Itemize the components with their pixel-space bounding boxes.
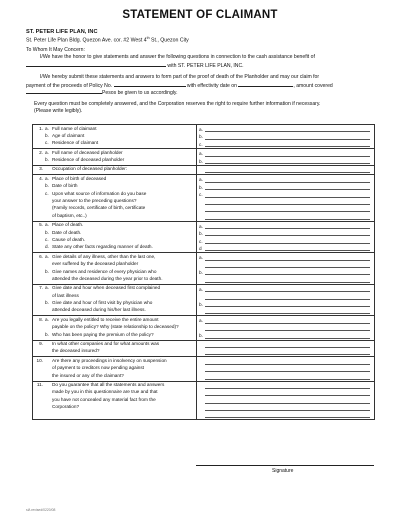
answer-line[interactable] — [197, 316, 374, 323]
question-line — [35, 140, 194, 147]
question-number: 6. — [39, 253, 43, 259]
answer-underline — [205, 255, 370, 261]
question-line — [35, 348, 194, 355]
question-line — [35, 307, 194, 314]
answer-cell[interactable] — [197, 149, 375, 166]
answer-letter: b. — [199, 134, 203, 140]
intro-paragraph-2-line-3: Pesos be given to us accordingly. — [26, 88, 178, 96]
answer-line[interactable] — [197, 236, 374, 243]
question-text: Corporation? — [52, 404, 80, 410]
answer-underline — [205, 269, 370, 275]
answer-letter: a. — [199, 255, 203, 261]
question-line — [35, 213, 194, 220]
question-cell — [33, 284, 197, 316]
question-line — [35, 237, 194, 244]
answer-line[interactable] — [197, 324, 374, 331]
answer-line[interactable] — [197, 140, 374, 147]
question-text: Cause of death. — [52, 236, 86, 242]
question-number: 5. — [39, 222, 43, 228]
question-line — [35, 133, 194, 140]
question-row — [33, 253, 375, 285]
answer-letter: a. — [199, 151, 203, 157]
answer-underline — [205, 262, 370, 268]
question-text: Date of death. — [52, 229, 82, 235]
question-text: Full name of deceased planholder — [52, 149, 123, 155]
question-text: Full name of claimant — [52, 125, 97, 131]
question-text: the insured or any of the claimant? — [52, 372, 124, 378]
question-letter: b. — [45, 331, 49, 337]
answer-letter: a. — [199, 318, 203, 324]
question-text: In what other companies and for what amounts was — [52, 341, 160, 347]
answer-underline — [205, 390, 370, 396]
question-text: Are there any proceedings in insolvency on suspension — [52, 357, 167, 363]
question-row — [33, 149, 375, 166]
question-letter: c. — [45, 190, 49, 196]
form-code: sl/i-revised/0220/08 — [26, 508, 56, 512]
answer-underline — [205, 199, 370, 205]
question-line — [35, 205, 194, 212]
question-letter: b. — [45, 157, 49, 163]
question-letter: c. — [45, 140, 49, 146]
question-letter: b. — [45, 300, 49, 306]
answer-line[interactable] — [197, 372, 374, 379]
answer-cell[interactable] — [197, 284, 375, 316]
question-cell — [33, 125, 197, 149]
answer-line[interactable] — [197, 205, 374, 212]
answer-line[interactable] — [197, 166, 374, 173]
question-cell — [33, 253, 197, 285]
answer-letter: a. — [199, 127, 203, 133]
question-line — [35, 254, 194, 261]
question-text: Age of claimant — [52, 132, 85, 138]
intro-paragraph-2-line-1: I/We hereby submit these statements and answers to form part of the proof of death of the Planholder and may our claim for — [40, 74, 320, 80]
question-number: 2. — [39, 149, 43, 155]
instruction-note-line-2: (Please write legibly). — [34, 108, 83, 114]
answer-underline — [205, 286, 370, 292]
question-cell — [33, 340, 197, 357]
question-letter: a. — [45, 175, 49, 181]
question-number: 8. — [39, 316, 43, 322]
answer-underline — [205, 405, 370, 411]
answer-underline — [205, 359, 370, 365]
question-text: Do you guarantee that all the statements and answers — [52, 382, 165, 387]
question-text: of payment to creditors now pending against — [52, 365, 144, 371]
answer-cell[interactable] — [197, 165, 375, 174]
answer-line[interactable] — [197, 285, 374, 292]
answer-line[interactable] — [197, 132, 374, 139]
answer-line[interactable] — [197, 229, 374, 236]
question-text: the deceased insured? — [52, 348, 100, 354]
question-line — [35, 341, 194, 348]
question-text: Upon what source of information do you base — [52, 190, 147, 196]
question-text: Who has been paying the premium of the policy? — [52, 331, 154, 337]
answer-underline — [205, 230, 370, 236]
answer-letter: b. — [199, 333, 203, 339]
question-letter: a. — [45, 316, 49, 322]
answer-letter: a. — [199, 223, 203, 229]
question-line — [35, 404, 194, 411]
question-text: made by you in this questionnaire are true and that — [52, 389, 158, 395]
answer-line[interactable] — [197, 411, 374, 418]
question-text: Give date and hour when deceased first complained — [52, 285, 161, 291]
question-cell — [33, 381, 197, 420]
intro-paragraph-1-line-2: with ST. PETER LIFE PLAN, INC. — [26, 61, 244, 69]
question-line — [35, 269, 194, 276]
policy-number-field[interactable] — [114, 81, 186, 87]
question-cell — [33, 149, 197, 166]
question-text: payable on the policy? Why (state relationship to deceased)? — [52, 324, 179, 330]
question-line — [35, 244, 194, 251]
answer-line[interactable] — [197, 396, 374, 403]
page-title: STATEMENT OF CLAIMANT — [122, 9, 278, 21]
answer-letter: b. — [199, 270, 203, 276]
answer-line[interactable] — [197, 244, 374, 251]
question-letter: d. — [45, 244, 49, 250]
question-text: of baptism, etc..) — [52, 212, 87, 218]
answer-line[interactable] — [197, 357, 374, 364]
question-text: Residence of deceased planholder — [52, 157, 125, 163]
answer-underline — [205, 325, 370, 331]
answer-underline — [205, 374, 370, 380]
intro-paragraph-1-line-1: I/We have the honor to give statements and answer the following questions in connection to the cash assistance benefit of — [40, 54, 315, 60]
question-line — [35, 373, 194, 380]
question-letter: b. — [45, 183, 49, 189]
answer-line[interactable] — [197, 365, 374, 372]
question-text: ever suffered by the deceased planholder — [52, 261, 139, 267]
answer-line[interactable] — [197, 222, 374, 229]
question-text: Date of birth — [52, 183, 78, 189]
question-row — [33, 284, 375, 316]
answer-underline — [205, 126, 370, 132]
answer-cell[interactable] — [197, 175, 375, 221]
question-letter: b. — [45, 229, 49, 235]
question-line — [35, 332, 194, 339]
company-address: St. Peter Life Plan Bldg. Quezon Ave. cor. #2 West 4th St., Quezon City — [26, 36, 189, 44]
question-cell — [33, 316, 197, 340]
answer-line[interactable] — [197, 175, 374, 182]
answer-line[interactable] — [197, 300, 374, 307]
answer-line[interactable] — [197, 404, 374, 411]
question-row — [33, 381, 375, 420]
question-letter: a. — [45, 149, 49, 155]
answer-line[interactable] — [197, 183, 374, 190]
answer-line[interactable] — [197, 331, 374, 338]
question-letter: a. — [45, 222, 49, 228]
question-text: State any other facts regarding manner of death. — [52, 244, 153, 250]
question-text: you have not concealed any material fact from the — [52, 396, 156, 402]
answer-cell[interactable] — [197, 125, 375, 149]
question-line — [35, 382, 194, 389]
answer-cell[interactable] — [197, 381, 375, 420]
salutation: To Whom It May Concern: — [26, 47, 85, 53]
question-line — [35, 126, 194, 133]
answer-underline — [205, 206, 370, 212]
answer-letter: b. — [199, 184, 203, 190]
answer-line[interactable] — [197, 389, 374, 396]
question-letter: a. — [45, 253, 49, 259]
answer-letter: b. — [199, 301, 203, 307]
answer-letter: b. — [199, 158, 203, 164]
answer-line[interactable] — [197, 261, 374, 268]
question-cell — [33, 357, 197, 381]
answer-line[interactable] — [197, 382, 374, 389]
answer-underline — [205, 301, 370, 307]
question-row — [33, 221, 375, 253]
answer-line[interactable] — [197, 341, 374, 348]
question-text: Place of death. — [52, 222, 84, 228]
question-row — [33, 357, 375, 381]
question-line — [35, 176, 194, 183]
answer-underline — [205, 192, 370, 198]
answer-line[interactable] — [197, 268, 374, 275]
signature-line[interactable] — [196, 465, 374, 466]
question-text: Occupation of deceased planholder: — [52, 166, 128, 172]
question-line — [35, 285, 194, 292]
question-line — [35, 150, 194, 157]
answer-underline — [205, 308, 370, 314]
answer-line[interactable] — [197, 149, 374, 156]
question-line — [35, 317, 194, 324]
answer-underline — [205, 349, 370, 355]
company-name: ST. PETER LIFE PLAN, INC — [26, 29, 98, 35]
answer-underline — [205, 245, 370, 251]
question-letter: b. — [45, 132, 49, 138]
question-cell — [33, 221, 197, 253]
question-line — [35, 397, 194, 404]
question-text: Give date and hour of first visit by physician who — [52, 300, 153, 306]
answer-underline — [205, 398, 370, 404]
question-row — [33, 316, 375, 340]
question-line — [35, 358, 194, 365]
answer-letter: a. — [199, 177, 203, 183]
question-text: your answer to the preceding questions? — [52, 198, 137, 204]
question-text: Residence of claimant — [52, 140, 99, 146]
answer-letter: d — [199, 245, 202, 251]
question-letter: a. — [45, 125, 49, 131]
answer-line[interactable] — [197, 157, 374, 164]
answer-underline — [205, 238, 370, 244]
question-line — [35, 365, 194, 372]
answer-letter: c. — [199, 192, 203, 198]
answer-underline — [205, 184, 370, 190]
question-cell — [33, 175, 197, 221]
questionnaire-table — [32, 124, 375, 420]
question-number: 10. — [36, 357, 43, 363]
question-line — [35, 166, 194, 173]
question-number: 4. — [39, 175, 43, 181]
question-line — [35, 183, 194, 190]
instruction-note-line-1: Every question must be completely answered, and the Corporation reserves the right to require further information if necessary. — [34, 101, 321, 107]
question-line — [35, 300, 194, 307]
answer-underline — [205, 223, 370, 229]
question-line — [35, 389, 194, 396]
answer-line[interactable] — [197, 253, 374, 260]
question-number: 9. — [39, 341, 43, 347]
question-row — [33, 125, 375, 149]
answer-cell[interactable] — [197, 357, 375, 381]
question-number: 3. — [39, 166, 43, 172]
question-text: Give names and residence of every physician who — [52, 268, 157, 274]
question-number: 7. — [39, 285, 43, 291]
answer-line[interactable] — [197, 198, 374, 205]
answer-cell[interactable] — [197, 340, 375, 357]
amount-covered-field[interactable] — [26, 88, 102, 94]
effectivity-date-field[interactable] — [238, 81, 293, 87]
answer-line[interactable] — [197, 307, 374, 314]
question-cell — [33, 165, 197, 174]
intro-paragraph-2-line-2: payment of the proceeds of Policy No. with effectivity date on , amount covered — [26, 83, 333, 89]
question-number: 1. — [39, 125, 43, 131]
answer-underline — [205, 342, 370, 348]
answer-letter: b. — [199, 231, 203, 237]
question-line — [35, 191, 194, 198]
question-text: Place of birth of deceased — [52, 175, 107, 181]
answer-line[interactable] — [197, 348, 374, 355]
question-line — [35, 157, 194, 164]
question-letter: a. — [45, 285, 49, 291]
answer-line[interactable] — [197, 275, 374, 282]
answer-letter: c. — [199, 141, 203, 147]
question-line — [35, 198, 194, 205]
question-row — [33, 165, 375, 174]
answer-letter: c. — [199, 238, 203, 244]
question-line — [35, 230, 194, 237]
question-text: Give details of any illness, other than the last one, — [52, 253, 156, 259]
answer-underline — [205, 333, 370, 339]
answer-cell[interactable] — [197, 253, 375, 285]
answer-line[interactable] — [197, 212, 374, 219]
answer-line[interactable] — [197, 190, 374, 197]
answer-letter: a. — [199, 286, 203, 292]
question-line — [35, 261, 194, 268]
question-number: 11. — [36, 382, 43, 387]
answer-underline — [205, 383, 370, 389]
answer-underline — [205, 318, 370, 324]
question-row — [33, 175, 375, 221]
answer-underline — [205, 214, 370, 220]
question-text: of last illness — [52, 292, 79, 298]
answer-underline — [205, 134, 370, 140]
question-text: attended deceased during his/her last illness. — [52, 307, 146, 313]
signature-label: Signature — [272, 468, 294, 474]
question-line — [35, 324, 194, 331]
answer-underline — [205, 294, 370, 300]
question-line — [35, 293, 194, 300]
answer-line[interactable] — [197, 125, 374, 132]
question-text: (Family records, certificate of birth, certificate — [52, 205, 146, 211]
answer-underline — [205, 158, 370, 164]
question-letter: c. — [45, 236, 49, 242]
question-line — [35, 276, 194, 283]
answer-underline — [205, 141, 370, 147]
question-line — [35, 222, 194, 229]
question-letter: b. — [45, 268, 49, 274]
answer-cell[interactable] — [197, 316, 375, 340]
answer-line[interactable] — [197, 292, 374, 299]
answer-underline — [205, 366, 370, 372]
answer-underline — [205, 277, 370, 283]
question-row — [33, 340, 375, 357]
answer-underline — [205, 177, 370, 183]
answer-underline — [205, 151, 370, 157]
answer-cell[interactable] — [197, 221, 375, 253]
question-text: attended the deceased during the year prior to death. — [52, 275, 163, 281]
benefit-name-field[interactable] — [26, 61, 166, 67]
answer-underline — [205, 167, 370, 173]
answer-underline — [205, 412, 370, 418]
question-text: Are you legally entitled to receive the entire amount — [52, 316, 159, 322]
